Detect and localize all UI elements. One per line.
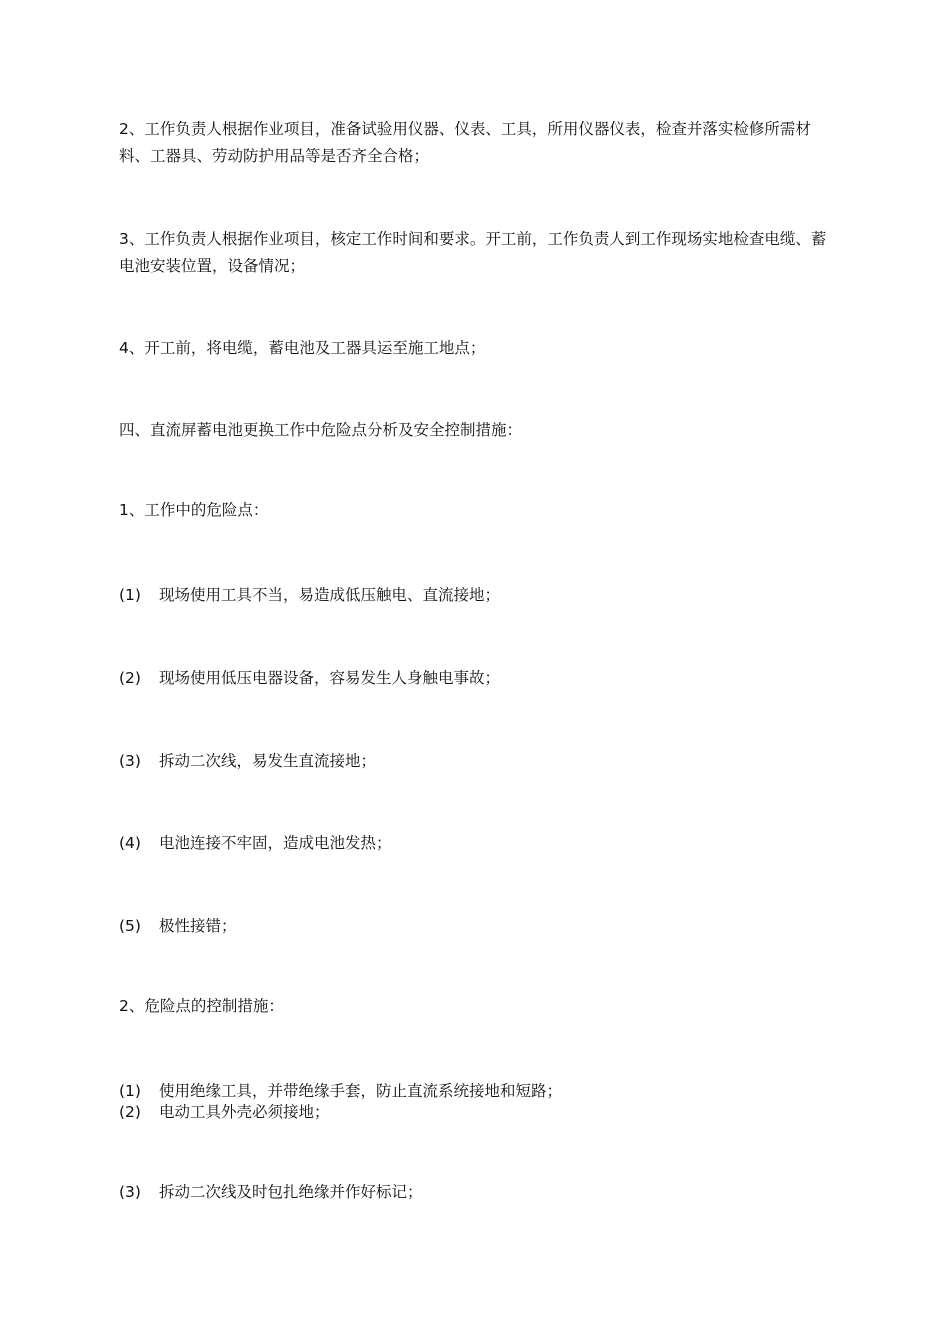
list-text: 现场使用低压电器设备，容易发生人身触电事故； — [159, 669, 501, 687]
section-4-heading: 四、直流屏蓄电池更换工作中危险点分析及安全控制措施： — [119, 421, 523, 439]
list-text: 拆动二次线及时包扎绝缘并作好标记； — [159, 1183, 423, 1201]
list-text: 电动工具外壳必须接地； — [159, 1103, 330, 1121]
list-text: 现场使用工具不当，易造成低压触电、直流接地； — [159, 586, 501, 604]
list-number: (3) — [119, 752, 141, 770]
control-item-1 — [119, 1080, 831, 1102]
hazard-item-2 — [119, 667, 831, 689]
list-number: (1) — [119, 1082, 141, 1100]
paragraph-prep-4: 4、开工前，将电缆，蓄电池及工器具运至施工地点； — [119, 339, 486, 357]
hazard-item-3 — [119, 750, 831, 772]
control-item-2 — [119, 1101, 831, 1123]
subsection-1-heading: 1、工作中的危险点： — [119, 501, 269, 519]
list-number: (2) — [119, 669, 141, 687]
hazard-item-5 — [119, 915, 831, 937]
control-item-3 — [119, 1181, 831, 1203]
list-number: (4) — [119, 834, 141, 852]
list-number: (2) — [119, 1103, 141, 1121]
hazard-item-1 — [119, 584, 831, 606]
list-text: 电池连接不牢固，造成电池发热； — [159, 834, 392, 852]
list-text: 极性接错； — [159, 917, 237, 935]
list-number: (5) — [119, 917, 141, 935]
list-number: (3) — [119, 1183, 141, 1201]
subsection-2-heading: 2、危险点的控制措施： — [119, 997, 284, 1015]
hazard-item-4 — [119, 832, 831, 854]
paragraph-prep-2: 2、工作负责人根据作业项目，准备试验用仪器、仪表、工具，所用仪器仪表，检查并落实检修所需材料、工器具、劳动防护用品等是否齐全合格； — [119, 120, 811, 165]
list-text: 拆动二次线，易发生直流接地； — [159, 752, 377, 770]
list-text: 使用绝缘工具，并带绝缘手套，防止直流系统接地和短路； — [159, 1082, 563, 1100]
list-number: (1) — [119, 586, 141, 604]
paragraph-prep-3: 3、工作负责人根据作业项目，核定工作时间和要求。开工前，工作负责人到工作现场实地检查电缆、蓄电池安装位置，设备情况； — [119, 230, 827, 275]
